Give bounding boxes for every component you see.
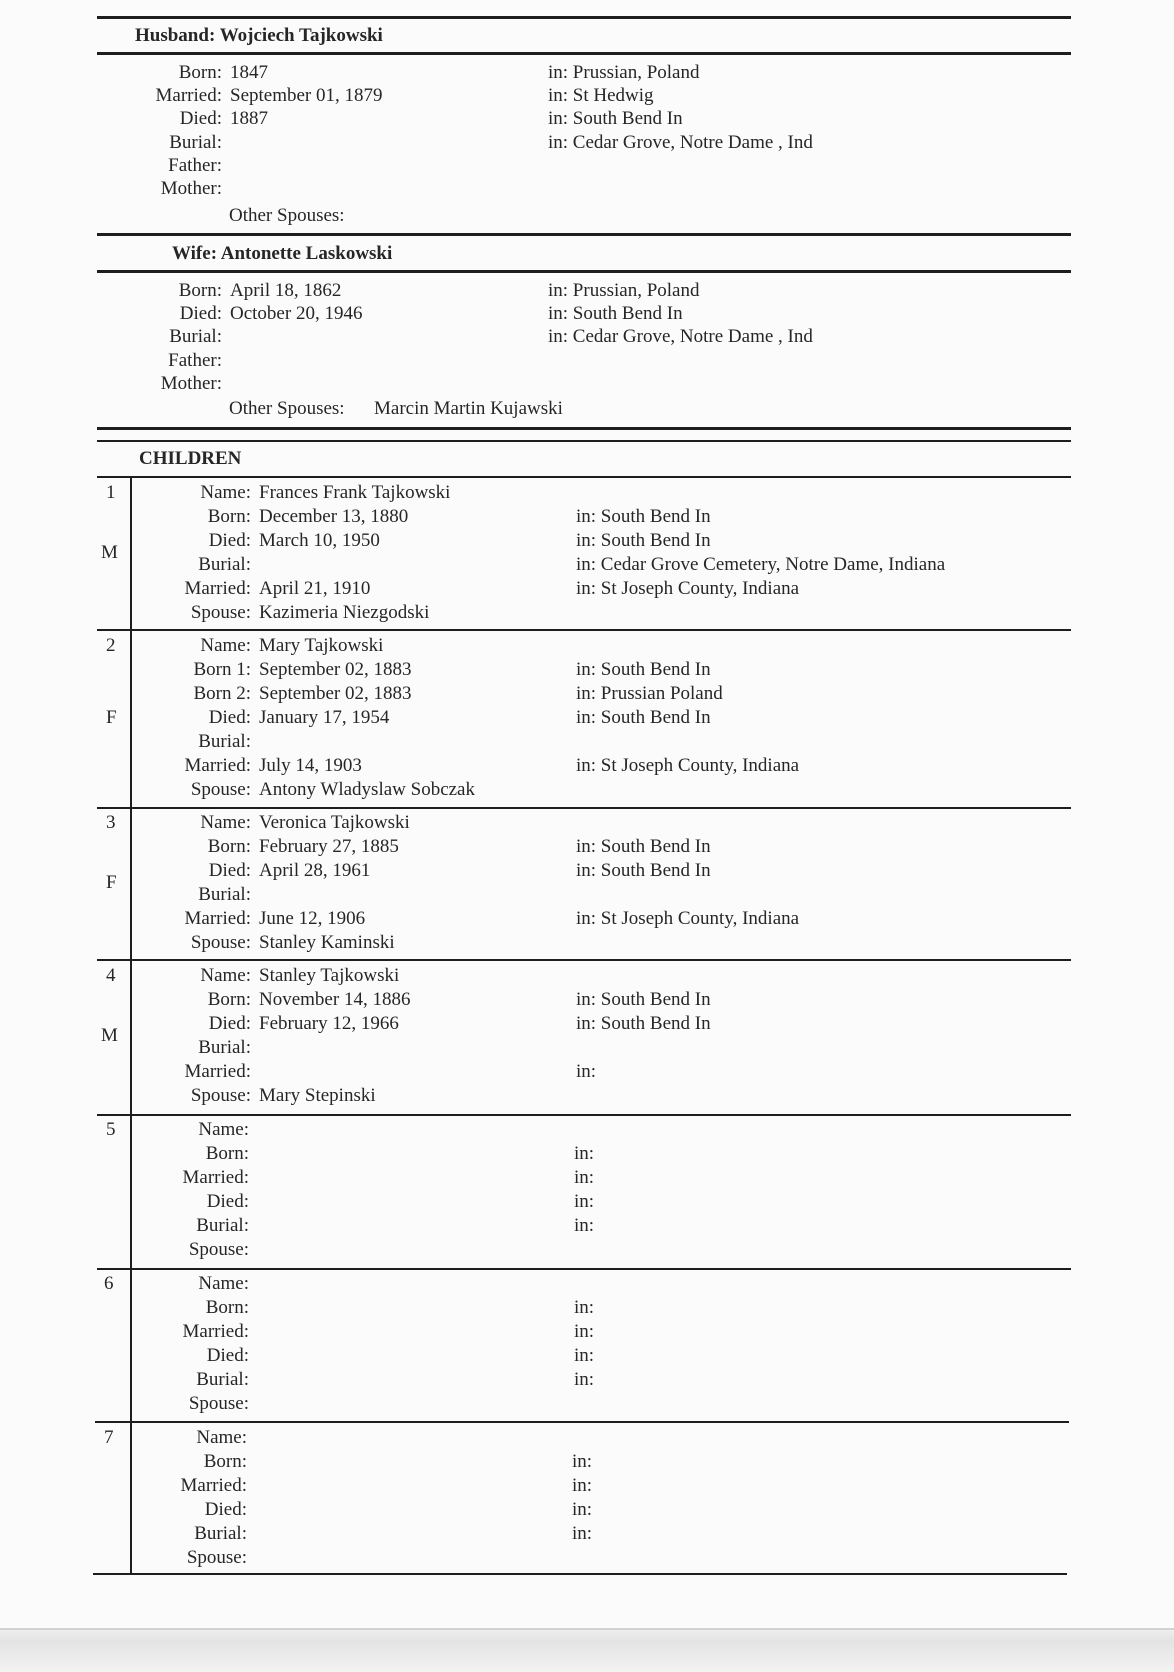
husband-heading-label: Husband: [135, 25, 216, 46]
rule [97, 476, 1071, 478]
field-place: in: St Joseph County, Indiana [576, 578, 800, 599]
rule [97, 959, 1071, 961]
field-label: Married: [182, 1321, 249, 1342]
field-label: Born: [178, 62, 222, 83]
field-place: in: [574, 1345, 595, 1366]
field-label: Burial: [198, 1037, 251, 1058]
field-value: September 01, 1879 [230, 85, 383, 106]
field-value: January 17, 1954 [259, 707, 390, 728]
field-place: in: [574, 1143, 595, 1164]
field-value: Antony Wladyslaw Sobczak [259, 779, 475, 800]
field-label: Born: [203, 1451, 247, 1472]
field-label: Name: [200, 635, 251, 656]
field-label: Burial: [198, 554, 251, 575]
field-label: Name: [200, 812, 251, 833]
field-label: Married: [184, 1061, 251, 1082]
rule [97, 440, 1071, 442]
field-label: Name: [198, 1273, 249, 1294]
field-label: Spouse: [190, 932, 251, 953]
field-label: Father: [168, 350, 222, 371]
field-label: Died: [179, 303, 222, 324]
field-label: Name: [200, 965, 251, 986]
field-label: Burial: [194, 1523, 247, 1544]
field-label: Born: [205, 1143, 249, 1164]
field-label: Name: [196, 1427, 247, 1448]
field-label: Burial: [198, 731, 251, 752]
field-value: Frances Frank Tajkowski [259, 482, 451, 503]
field-place: in: Cedar Grove Cemetery, Notre Dame, Indiana [576, 554, 946, 575]
field-place: in: [574, 1215, 595, 1236]
field-value: Veronica Tajkowski [259, 812, 410, 833]
rule [97, 233, 1071, 236]
field-place: in: [572, 1475, 593, 1496]
child-number: 5 [106, 1119, 116, 1140]
field-label: Burial: [169, 326, 222, 347]
field-label: Died: [208, 1013, 251, 1034]
field-place: in: St Hedwig [548, 85, 654, 106]
field-value: November 14, 1886 [259, 989, 411, 1010]
child-sex: F [106, 707, 117, 728]
field-label: Father: [168, 155, 222, 176]
field-label: Mother: [160, 178, 222, 199]
rule [93, 1573, 1067, 1575]
rule [97, 1114, 1071, 1116]
scan-edge [0, 1628, 1174, 1672]
field-value: 1847 [230, 62, 268, 83]
field-label: Died: [208, 860, 251, 881]
field-label: Born: [205, 1297, 249, 1318]
field-value: July 14, 1903 [259, 755, 362, 776]
field-place: in: [572, 1499, 593, 1520]
wife-name: Antonette Laskowski [220, 243, 393, 264]
column-divider [130, 476, 132, 1574]
field-label: Married: [155, 85, 222, 106]
child-number: 2 [106, 635, 116, 656]
field-place: in: Cedar Grove, Notre Dame , Ind [548, 326, 813, 347]
field-value: June 12, 1906 [259, 908, 366, 929]
field-place: in: South Bend In [576, 506, 711, 527]
field-value: Stanley Tajkowski [259, 965, 400, 986]
field-label: Died: [179, 108, 222, 129]
rule [97, 807, 1071, 809]
field-place: in: South Bend In [576, 860, 711, 881]
field-place: in: [574, 1297, 595, 1318]
field-place: in: St Joseph County, Indiana [576, 908, 800, 929]
field-label: Spouse: [190, 779, 251, 800]
field-label: Married: [184, 755, 251, 776]
child-sex: M [101, 1025, 118, 1046]
field-label: Born: [207, 836, 251, 857]
field-value: December 13, 1880 [259, 506, 409, 527]
field-place: in: [574, 1167, 595, 1188]
field-label: Spouse: [190, 602, 251, 623]
field-value: February 27, 1885 [259, 836, 399, 857]
field-label: Married: [184, 578, 251, 599]
field-place: in: South Bend In [548, 108, 683, 129]
field-value: March 10, 1950 [259, 530, 380, 551]
child-number: 7 [104, 1427, 114, 1448]
field-value: Kazimeria Niezgodski [259, 602, 430, 623]
field-value: October 20, 1946 [230, 303, 363, 324]
wife-heading-label: Wife: [172, 243, 218, 264]
wife-heading [172, 243, 392, 265]
husband-heading [135, 25, 383, 47]
field-label: Spouse: [188, 1393, 249, 1414]
field-value: April 28, 1961 [259, 860, 371, 881]
field-label: Name: [200, 482, 251, 503]
field-place: in: [574, 1369, 595, 1390]
field-label: Born: [178, 280, 222, 301]
field-value: February 12, 1966 [259, 1013, 399, 1034]
rule [97, 270, 1071, 273]
field-place: in: [572, 1523, 593, 1544]
child-sex: M [101, 542, 118, 563]
field-value: Stanley Kaminski [259, 932, 395, 953]
field-value: Mary Tajkowski [259, 635, 384, 656]
husband-name: Wojciech Tajkowski [219, 25, 383, 46]
field-label: Spouse: [190, 1085, 251, 1106]
child-number: 1 [106, 482, 116, 503]
field-label: Married: [182, 1167, 249, 1188]
field-value: September 02, 1883 [259, 659, 412, 680]
child-number: 6 [104, 1273, 114, 1294]
field-place: in: Prussian Poland [576, 683, 723, 704]
field-value: Mary Stepinski [259, 1085, 376, 1106]
other-spouses-label: Other Spouses: [229, 398, 345, 419]
field-place: in: South Bend In [576, 836, 711, 857]
field-label: Spouse: [186, 1547, 247, 1568]
field-place: in: South Bend In [576, 530, 711, 551]
rule [97, 629, 1071, 631]
field-label: Born: [207, 506, 251, 527]
other-spouses-value: Marcin Martin Kujawski [374, 398, 563, 419]
field-label: Burial: [196, 1369, 249, 1390]
field-label: Burial: [196, 1215, 249, 1236]
field-label: Mother: [160, 373, 222, 394]
field-label: Born 1: [193, 659, 251, 680]
field-label: Burial: [198, 884, 251, 905]
field-value: September 02, 1883 [259, 683, 412, 704]
field-place: in: South Bend In [576, 707, 711, 728]
field-label: Born 2: [193, 683, 251, 704]
field-place: in: [574, 1321, 595, 1342]
field-place: in: Prussian, Poland [548, 280, 700, 301]
field-label: Died: [206, 1191, 249, 1212]
field-place: in: South Bend In [576, 989, 711, 1010]
rule [97, 1268, 1071, 1270]
field-label: Burial: [169, 132, 222, 153]
field-place: in: [572, 1451, 593, 1472]
field-label: Born: [207, 989, 251, 1010]
field-label: Spouse: [188, 1239, 249, 1260]
field-place: in: South Bend In [548, 303, 683, 324]
field-value: 1887 [230, 108, 268, 129]
child-number: 3 [106, 812, 116, 833]
field-label: Died: [204, 1499, 247, 1520]
field-place: in: Cedar Grove, Notre Dame , Ind [548, 132, 813, 153]
field-place: in: Prussian, Poland [548, 62, 700, 83]
children-heading: CHILDREN [139, 448, 242, 469]
field-place: in: South Bend In [576, 659, 711, 680]
rule [97, 427, 1071, 430]
field-value: April 18, 1862 [230, 280, 342, 301]
child-number: 4 [106, 965, 116, 986]
field-label: Married: [180, 1475, 247, 1496]
field-label: Died: [206, 1345, 249, 1366]
field-place: in: South Bend In [576, 1013, 711, 1034]
field-place: in: [574, 1191, 595, 1212]
field-label: Name: [198, 1119, 249, 1140]
field-value: April 21, 1910 [259, 578, 371, 599]
field-label: Died: [208, 707, 251, 728]
rule [95, 1421, 1069, 1423]
field-label: Married: [184, 908, 251, 929]
child-sex: F [106, 872, 117, 893]
rule [97, 16, 1071, 19]
field-place: in: St Joseph County, Indiana [576, 755, 800, 776]
other-spouses-label: Other Spouses: [229, 205, 345, 226]
field-place: in: [576, 1061, 597, 1082]
field-label: Died: [208, 530, 251, 551]
rule [97, 52, 1071, 55]
